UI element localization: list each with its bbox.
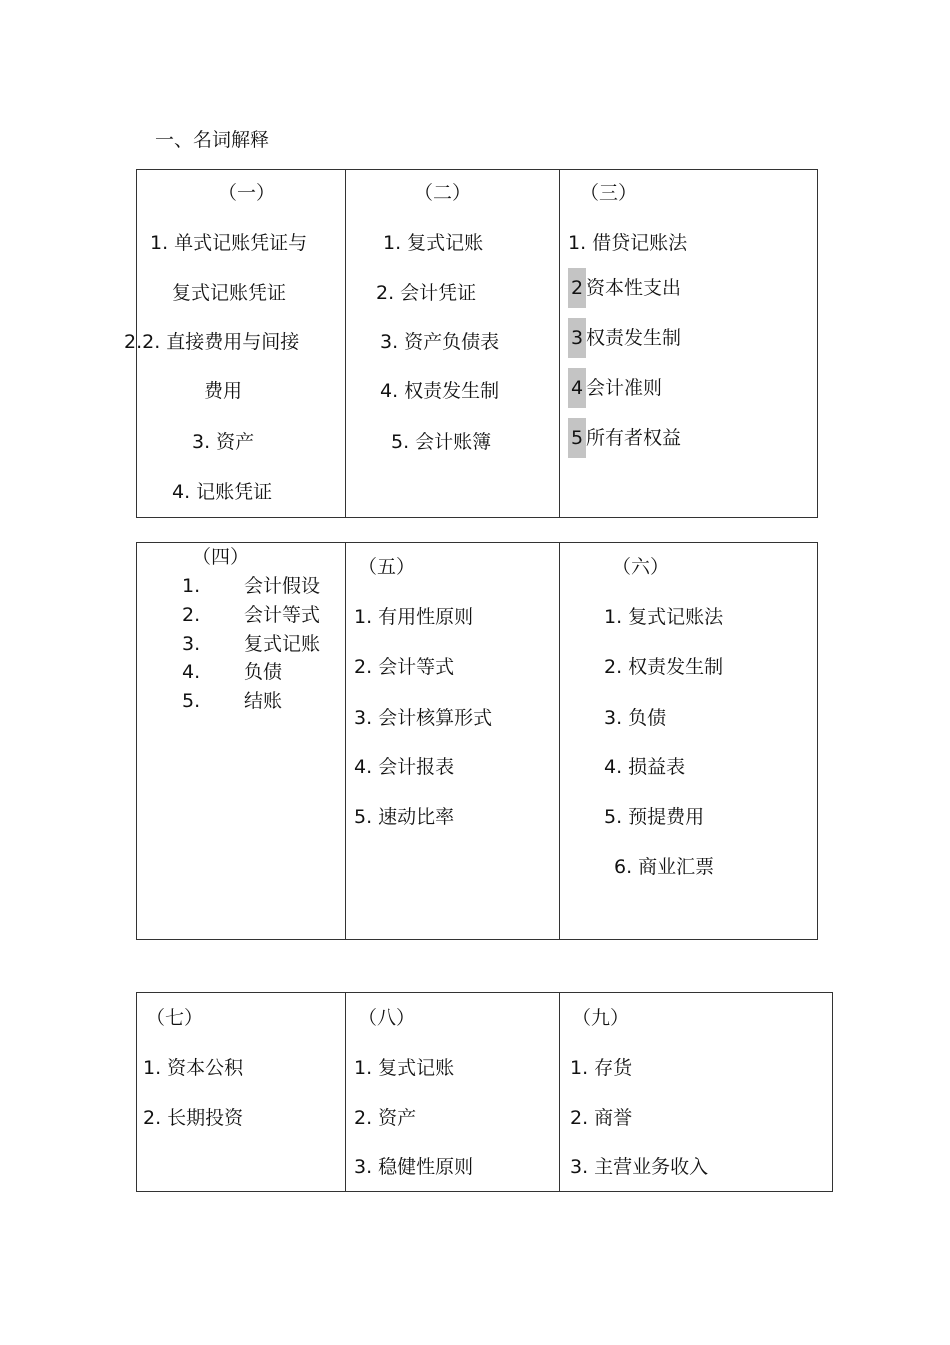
highlighted-number: 2 bbox=[568, 268, 586, 308]
col-header-4: （四） bbox=[192, 546, 250, 568]
item-text: 会计准则 bbox=[586, 377, 663, 399]
list-item: 3. 主营业务收入 bbox=[570, 1156, 709, 1178]
list-item: 4. 权责发生制 bbox=[380, 380, 500, 402]
list-item: 3. 资产负债表 bbox=[380, 331, 500, 353]
section-heading: 一、名词解释 bbox=[155, 129, 270, 151]
list-item: 2. 商誉 bbox=[570, 1107, 633, 1129]
table-2 bbox=[136, 542, 818, 940]
list-item: 2.2. 直接费用与间接 bbox=[124, 331, 300, 353]
list-item bbox=[568, 368, 662, 408]
list-item: 3. 会计核算形式 bbox=[354, 707, 493, 729]
list-item: 1. 单式记账凭证与 bbox=[150, 232, 308, 254]
list-item: 2. 会计凭证 bbox=[376, 282, 477, 304]
list-item-num: 1. bbox=[182, 575, 201, 597]
list-item-text: 会计等式 bbox=[244, 604, 321, 626]
col-header-3: （三） bbox=[580, 182, 638, 204]
table-1-divider-1 bbox=[345, 169, 346, 518]
highlighted-number: 5 bbox=[568, 418, 586, 458]
list-item-text: 会计假设 bbox=[244, 575, 321, 597]
list-item: 1. 复式记账 bbox=[383, 232, 484, 254]
col-header-6: （六） bbox=[612, 556, 670, 578]
list-item: 2. 权责发生制 bbox=[604, 656, 724, 678]
list-item: 1. 借贷记账法 bbox=[568, 232, 688, 254]
item-text: 资本性支出 bbox=[586, 277, 682, 299]
item-text: 所有者权益 bbox=[586, 427, 682, 449]
list-item: 1. 有用性原则 bbox=[354, 606, 474, 628]
list-item: 3. 资产 bbox=[192, 431, 255, 453]
list-item: 复式记账凭证 bbox=[172, 282, 287, 304]
list-item-num: 3. bbox=[182, 633, 201, 655]
list-item: 4. 会计报表 bbox=[354, 756, 455, 778]
list-item: 2. 会计等式 bbox=[354, 656, 455, 678]
list-item-text: 结账 bbox=[244, 690, 283, 712]
list-item: 3. 稳健性原则 bbox=[354, 1156, 474, 1178]
list-item: 1. 复式记账 bbox=[354, 1057, 455, 1079]
list-item bbox=[568, 318, 681, 358]
list-item: 1. 资本公积 bbox=[143, 1057, 244, 1079]
list-item-num: 4. bbox=[182, 661, 201, 683]
table-2-divider-2 bbox=[559, 542, 560, 940]
table-3 bbox=[136, 992, 833, 1192]
table-3-divider-2 bbox=[559, 992, 560, 1192]
col-header-9: （九） bbox=[572, 1007, 630, 1029]
list-item-text: 负债 bbox=[244, 661, 283, 683]
item-text: 权责发生制 bbox=[586, 327, 682, 349]
highlighted-number: 3 bbox=[568, 318, 586, 358]
list-item bbox=[568, 418, 681, 458]
list-item-num: 5. bbox=[182, 690, 201, 712]
list-item bbox=[568, 268, 681, 308]
list-item: 1. 复式记账法 bbox=[604, 606, 724, 628]
col-header-5: （五） bbox=[358, 556, 416, 578]
list-item-num: 2. bbox=[182, 604, 201, 626]
list-item: 4. 损益表 bbox=[604, 756, 686, 778]
col-header-7: （七） bbox=[146, 1007, 204, 1029]
list-item: 3. 负债 bbox=[604, 707, 667, 729]
col-header-2: （二） bbox=[414, 182, 472, 204]
list-item: 费用 bbox=[204, 380, 243, 402]
col-header-1: （一） bbox=[218, 182, 276, 204]
list-item: 2. 资产 bbox=[354, 1107, 417, 1129]
list-item: 6. 商业汇票 bbox=[614, 856, 715, 878]
table-1-divider-2 bbox=[559, 169, 560, 518]
list-item: 1. 存货 bbox=[570, 1057, 633, 1079]
list-item: 2. 长期投资 bbox=[143, 1107, 244, 1129]
list-item: 4. 记账凭证 bbox=[172, 481, 273, 503]
highlighted-number: 4 bbox=[568, 368, 586, 408]
col-header-8: （八） bbox=[358, 1007, 416, 1029]
list-item-text: 复式记账 bbox=[244, 633, 321, 655]
list-item: 5. 速动比率 bbox=[354, 806, 455, 828]
table-2-divider-1 bbox=[345, 542, 346, 940]
list-item: 5. 会计账簿 bbox=[391, 431, 492, 453]
table-3-divider-1 bbox=[345, 992, 346, 1192]
list-item: 5. 预提费用 bbox=[604, 806, 705, 828]
